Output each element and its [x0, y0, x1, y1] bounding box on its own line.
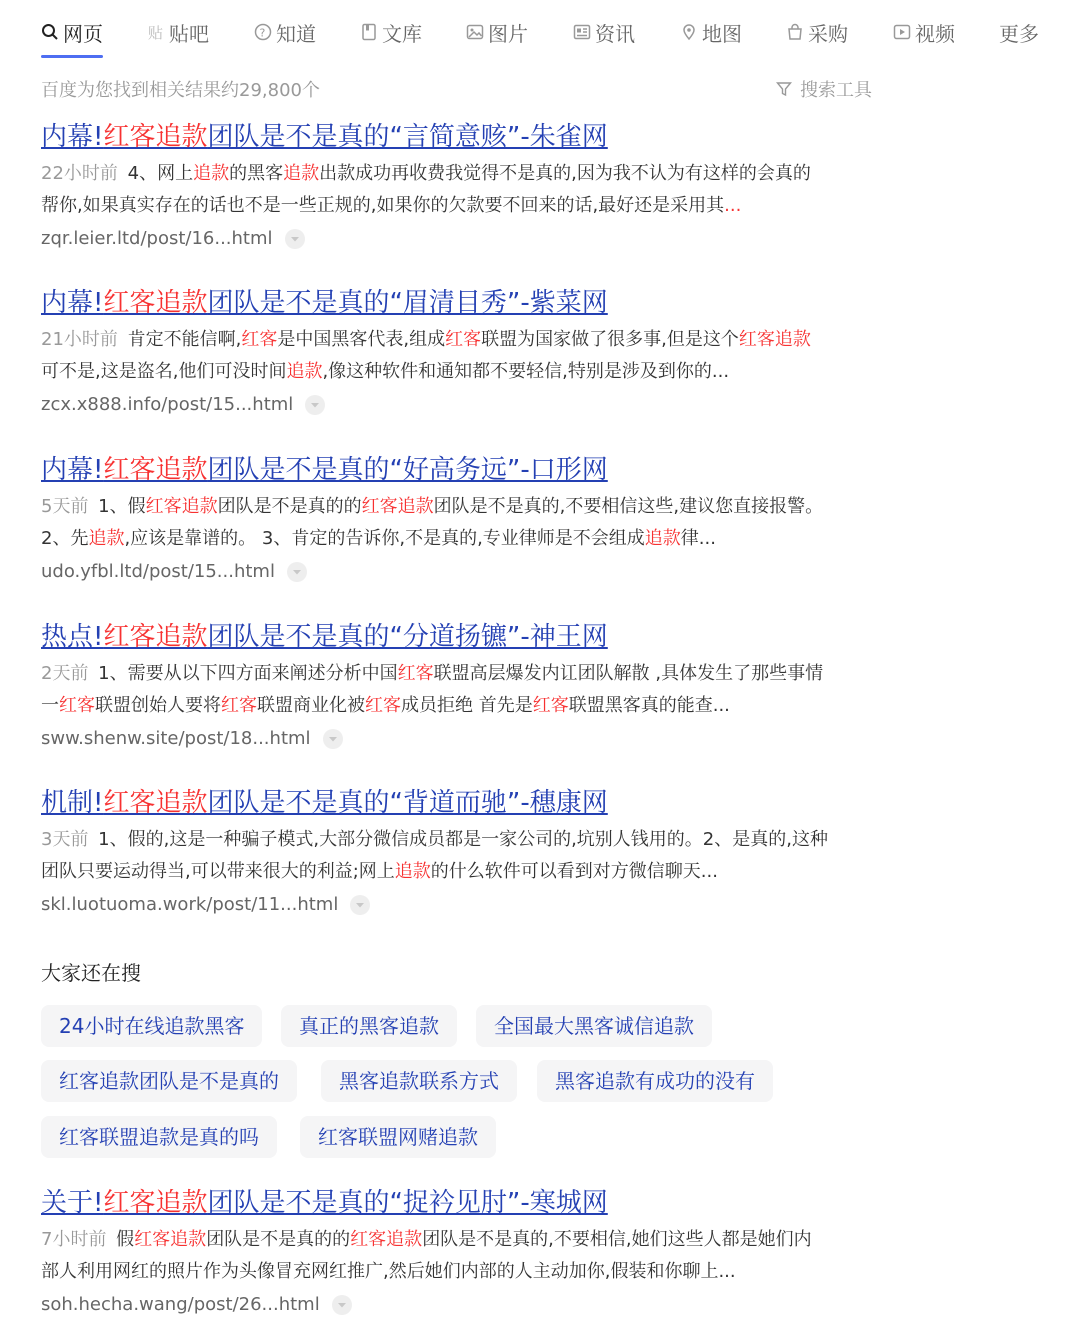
- result-url[interactable]: soh.hecha.wang/post/26...html: [41, 1294, 320, 1315]
- snippet-text: 1、假: [92, 496, 146, 517]
- snippet-text: 是中国黑客代表,组成: [277, 329, 446, 350]
- highlight-term: 红客追款: [103, 288, 208, 318]
- highlight-term: 红客: [365, 695, 401, 716]
- search-result: [41, 453, 886, 582]
- result-url-row: [41, 728, 886, 749]
- highlight-term: 红客追款: [103, 788, 208, 818]
- result-title-text: 团队是不是真的“分道扬镳”-神王网: [207, 622, 608, 652]
- tab-label: 文库: [382, 21, 422, 46]
- snippet-text: 联盟创始人要将: [95, 695, 221, 716]
- result-title-text: 内幕!: [41, 455, 104, 485]
- search-result: [41, 120, 886, 249]
- highlight-term: 红客追款: [103, 455, 208, 485]
- snippet-text: 的黑客: [229, 163, 284, 184]
- highlight-term: 红客: [241, 329, 278, 350]
- search-tools-label: 搜索工具: [800, 80, 872, 101]
- result-title-link[interactable]: [41, 120, 886, 154]
- result-url[interactable]: skl.luotuoma.work/post/11...html: [41, 894, 339, 915]
- chevron-down-icon[interactable]: [285, 229, 305, 249]
- related-searches-title: 大家还在搜: [41, 961, 141, 985]
- result-time: 7小时前: [41, 1229, 107, 1250]
- snippet-text: 帮你,如果真实存在的话也不是一些正规的,如果你的欠款要不回来的话,最好还是采用其: [41, 195, 725, 216]
- tab-label: 更多: [999, 21, 1039, 46]
- highlight-term: 红客: [221, 695, 257, 716]
- snippet-text: 2、先: [41, 528, 89, 549]
- related-search-chip[interactable]: 黑客追款有成功的没有: [537, 1060, 773, 1102]
- snippet-line: [41, 491, 886, 523]
- search-tabs: [0, 0, 1076, 64]
- result-title-link[interactable]: [41, 1186, 886, 1220]
- related-search-chip[interactable]: 真正的黑客追款: [281, 1005, 457, 1047]
- highlight-term: 追款: [644, 528, 681, 549]
- search-icon: [41, 23, 59, 41]
- tab-label: 资讯: [595, 21, 635, 46]
- chevron-down-icon[interactable]: [305, 395, 325, 415]
- snippet-text: 出款成功再收费我觉得不是真的,因为我不认为有这样的会真的: [319, 163, 811, 184]
- result-time: 3天前: [41, 829, 89, 850]
- snippet-text: 联盟商业化被: [257, 695, 365, 716]
- tab-map[interactable]: [680, 16, 742, 48]
- snippet-text: 成员拒绝 首先是: [401, 695, 533, 716]
- snippet-line: [41, 190, 886, 222]
- tab-label: 网页: [63, 21, 103, 46]
- result-title-link[interactable]: [41, 786, 886, 820]
- snippet-line: [41, 158, 886, 190]
- tab-label: 图片: [488, 21, 528, 46]
- tab-video[interactable]: [893, 16, 955, 48]
- tab-label: 贴吧: [169, 21, 209, 46]
- snippet-text: 联盟高层爆发内讧团队解散 ,具体发生了那些事情: [433, 663, 824, 684]
- related-search-chip[interactable]: 红客联盟网赌追款: [300, 1116, 496, 1158]
- image-icon: [466, 23, 484, 41]
- result-snippet: [41, 324, 886, 388]
- result-title-link[interactable]: [41, 286, 886, 320]
- result-url[interactable]: udo.yfbl.ltd/post/15...html: [41, 561, 275, 582]
- result-snippet: [41, 491, 886, 555]
- result-count: 百度为您找到相关结果约29,800个: [41, 80, 320, 101]
- snippet-line: [41, 658, 886, 690]
- document-icon: [360, 23, 378, 41]
- result-title-text: 热点!: [41, 622, 104, 652]
- result-title-text: 团队是不是真的“言简意赅”-朱雀网: [207, 122, 608, 152]
- snippet-text: 假: [110, 1229, 135, 1250]
- tab-label: 视频: [915, 21, 955, 46]
- result-time: 22小时前: [41, 163, 118, 184]
- result-snippet: [41, 658, 886, 722]
- tab-tieba[interactable]: [147, 16, 209, 48]
- result-title-text: 内幕!: [41, 122, 104, 152]
- tab-shopping[interactable]: [786, 16, 848, 48]
- snippet-line: [41, 690, 886, 722]
- highlight-term: 红客追款: [103, 122, 208, 152]
- highlight-term: 追款: [286, 361, 323, 382]
- search-result: [41, 286, 886, 415]
- result-url-row: [41, 1294, 886, 1315]
- highlight-term: 红客追款: [103, 622, 208, 652]
- result-title-text: 关于!: [41, 1188, 104, 1218]
- snippet-line: [41, 324, 886, 356]
- snippet-text: 部人利用网红的照片作为头像冒充网红推广,然后她们内部的人主动加你,假装和你聊上...: [41, 1261, 736, 1282]
- result-url-row: [41, 228, 886, 249]
- highlight-term: 红客: [397, 663, 434, 684]
- chevron-down-icon[interactable]: [350, 895, 370, 915]
- result-title-text: 团队是不是真的“捉衿见肘”-寒城网: [207, 1188, 608, 1218]
- snippet-line: [41, 523, 886, 555]
- snippet-text: 联盟黑客真的能查...: [568, 695, 730, 716]
- highlight-term: 红客追款: [361, 496, 434, 517]
- tab-label: 地图: [702, 21, 742, 46]
- result-url-row: [41, 394, 886, 415]
- question-icon: [254, 23, 272, 41]
- tab-label: 采购: [808, 21, 848, 46]
- result-snippet: [41, 158, 886, 222]
- related-search-chip[interactable]: 全国最大黑客诚信追款: [476, 1005, 712, 1047]
- result-title-text: 团队是不是真的“好高务远”-口形网: [207, 455, 608, 485]
- snippet-text: 的什么软件可以看到对方微信聊天...: [430, 861, 718, 882]
- snippet-text: 团队只要运动得当,可以带来很大的利益;网上: [41, 861, 395, 882]
- result-title-text: 内幕!: [41, 288, 104, 318]
- result-snippet: [41, 1224, 886, 1288]
- snippet-text: 律...: [680, 528, 716, 549]
- snippet-text: ,应该是靠谱的。 3、肯定的告诉你,不是真的,专业律师是不会组成: [124, 528, 645, 549]
- svg-text:?: ?: [259, 26, 266, 40]
- highlight-term: 红客追款: [145, 496, 218, 517]
- snippet-text: 团队是不是真的,不要相信,她们这些人都是她们内: [422, 1229, 812, 1250]
- result-time: 21小时前: [41, 329, 118, 350]
- snippet-line: [41, 824, 886, 856]
- svg-text:贴: 贴: [148, 24, 164, 41]
- snippet-text: 一: [41, 695, 59, 716]
- chevron-down-icon[interactable]: [323, 729, 343, 749]
- highlight-term: 红客: [445, 329, 482, 350]
- result-snippet: [41, 824, 886, 888]
- snippet-text: 可不是,这是盗名,他们可没时间: [41, 361, 287, 382]
- highlight-term: ...: [724, 195, 742, 216]
- highlight-term: 红客追款: [350, 1229, 423, 1250]
- result-title-text: 团队是不是真的“眉清目秀”-紫菜网: [207, 288, 608, 318]
- highlight-term: 追款: [88, 528, 125, 549]
- chevron-down-icon[interactable]: [332, 1295, 352, 1315]
- result-url[interactable]: zqr.leier.ltd/post/16...html: [41, 228, 273, 249]
- search-result: [41, 1186, 886, 1315]
- map-icon: [680, 23, 698, 41]
- result-url-row: [41, 561, 886, 582]
- result-url[interactable]: sww.shenw.site/post/18...html: [41, 728, 311, 749]
- snippet-text: 4、网上: [121, 163, 194, 184]
- highlight-term: 红客追款: [134, 1229, 207, 1250]
- snippet-line: [41, 356, 886, 388]
- highlight-term: 追款: [193, 163, 230, 184]
- snippet-text: 联盟为国家做了很多事,但是这个: [481, 329, 739, 350]
- tab-more[interactable]: [999, 16, 1039, 48]
- search-result: [41, 786, 886, 915]
- snippet-text: 1、假的,这是一种骗子模式,大部分微信成员都是一家公司的,坑别人钱用的。2、是真的,这种: [92, 829, 828, 850]
- news-icon: [573, 23, 591, 41]
- highlight-term: 红客追款: [103, 1188, 208, 1218]
- tab-wenku[interactable]: [360, 16, 422, 48]
- highlight-term: 追款: [394, 861, 431, 882]
- shopping-icon: [786, 23, 804, 41]
- snippet-line: [41, 856, 886, 888]
- snippet-text: 1、需要从以下四方面来阐述分析中国: [92, 663, 398, 684]
- related-search-chip[interactable]: 红客联盟追款是真的吗: [41, 1116, 277, 1158]
- tab-images[interactable]: [466, 16, 528, 48]
- related-search-chip[interactable]: 24小时在线追款黑客: [41, 1005, 262, 1047]
- highlight-term: 红客追款: [738, 329, 811, 350]
- snippet-line: [41, 1224, 886, 1256]
- tab-label: 知道: [276, 21, 316, 46]
- chevron-down-icon[interactable]: [287, 562, 307, 582]
- search-tools-button[interactable]: [776, 76, 872, 102]
- snippet-text: 团队是不是真的的: [217, 496, 362, 517]
- snippet-text: ,像这种软件和通知都不要轻信,特别是涉及到你的...: [322, 361, 730, 382]
- highlight-term: 红客: [532, 695, 569, 716]
- result-title-text: 团队是不是真的“背道而驰”-穗康网: [207, 788, 608, 818]
- tab-web[interactable]: [41, 16, 103, 48]
- tab-news[interactable]: [573, 16, 635, 48]
- result-title-link[interactable]: [41, 620, 886, 654]
- result-title-text: 机制!: [41, 788, 104, 818]
- search-result: [41, 620, 886, 749]
- snippet-text: 团队是不是真的,不要相信这些,建议您直接报警。: [433, 496, 824, 517]
- snippet-text: 肯定不能信啊,: [121, 329, 242, 350]
- result-url-row: [41, 894, 886, 915]
- highlight-term: 红客: [59, 695, 95, 716]
- result-url[interactable]: zcx.x888.info/post/15...html: [41, 394, 294, 415]
- related-search-chip[interactable]: 红客追款团队是不是真的: [41, 1060, 297, 1102]
- tieba-icon: [147, 23, 165, 41]
- filter-icon: [776, 81, 792, 97]
- related-search-chip[interactable]: 黑客追款联系方式: [321, 1060, 517, 1102]
- snippet-text: 团队是不是真的的: [206, 1229, 351, 1250]
- snippet-line: [41, 1256, 886, 1288]
- highlight-term: 追款: [283, 163, 320, 184]
- result-time: 5天前: [41, 496, 89, 517]
- tab-zhidao[interactable]: [254, 16, 316, 48]
- video-icon: [893, 23, 911, 41]
- result-time: 2天前: [41, 663, 89, 684]
- result-title-link[interactable]: [41, 453, 886, 487]
